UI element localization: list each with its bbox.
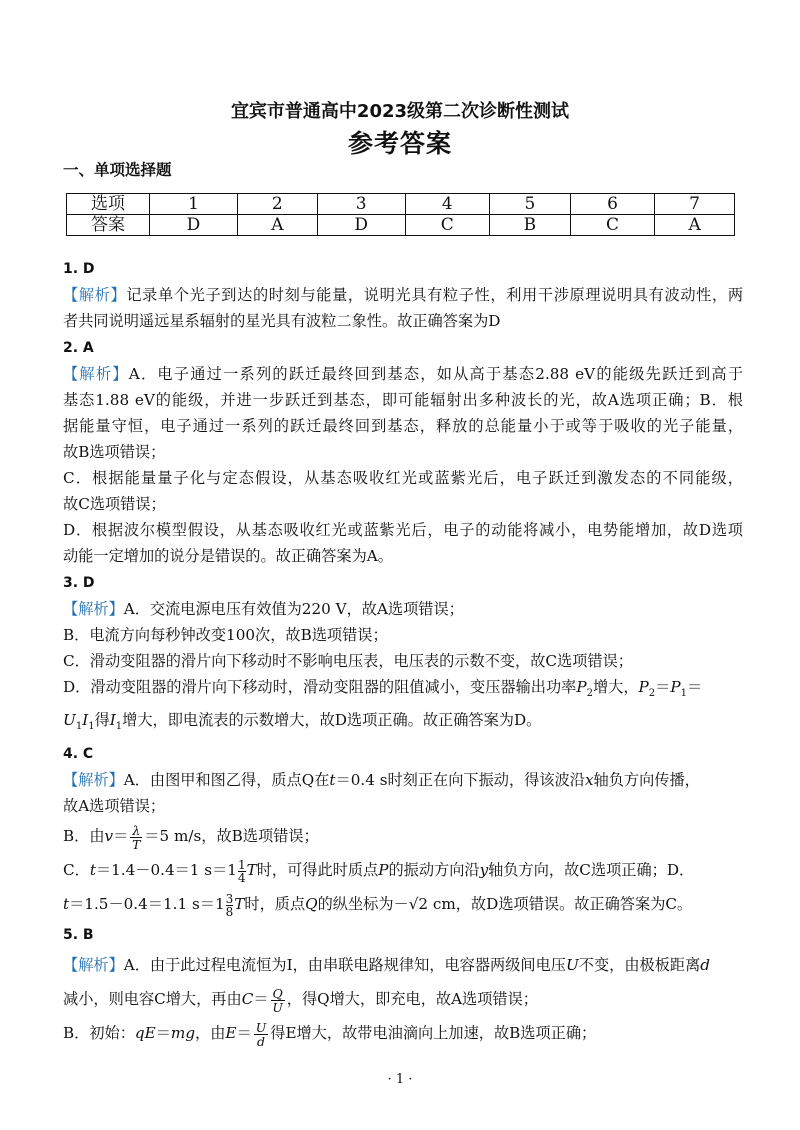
- document-title: 宜宾市普通高中2023级第二次诊断性测试: [230, 101, 570, 122]
- fraction: $\frac{1}{4}$: [237, 857, 246, 885]
- fraction: $\frac{U}{d}$: [255, 1019, 267, 1049]
- analysis-tag: 【解析】: [63, 771, 124, 790]
- fraction: $\frac{3}{8}$: [225, 891, 234, 919]
- explanation-line: 【解析】A．电子通过一系列的跃迁最终回到基态，如从高于基态2.88 eV的能级先跃迁到高于: [63, 365, 743, 383]
- table-cell: C: [405, 215, 489, 236]
- fraction: $\frac{Q}{U}$: [272, 985, 283, 1015]
- table-cell: 6: [570, 194, 654, 215]
- explanation-line: 【解析】A．由图甲和图乙得，质点Q在t＝0.4 s时刻正在向下振动，得该波沿x轴负方向传播，: [63, 771, 700, 790]
- explanation-line: B．由v＝ $\frac{\lambda}{T}$ ＝5 m/s，故B选项错误；: [63, 822, 319, 852]
- explanation-line: 者共同说明遥远星系辐射的星光具有波粒二象性。故正确答案为D: [63, 312, 501, 330]
- explanation-line: 基态1.88 eV的能级，并进一步跃迁到基态，即可能辐射出多种波长的光，故A选项正确；B．根: [63, 391, 743, 409]
- explanation-line: t＝1.5－0.4＝1.1 s＝1 $\frac{3}{8}$ T时，质点Q的纵坐标为－√2 cm，故D选项错误。故正确答案为C。: [63, 891, 693, 919]
- table-cell: C: [570, 215, 654, 236]
- analysis-tag: 【解析】: [63, 286, 127, 304]
- table-cell: D: [150, 215, 238, 236]
- explanation-line: 据能量守恒，电子通过一系列的跃迁最终回到基态，释放的总能量小于或等于吸收的光子能量，: [63, 417, 743, 435]
- table-cell: A: [655, 215, 735, 236]
- explanation-line: C．t＝1.4－0.4＝1 s＝1 $\frac{1}{4}$ T时，可得此时质点P的振动方向沿y轴负方向，故C选项正确；D．: [63, 857, 695, 885]
- question-number: 2. A: [63, 340, 94, 356]
- question-number: 1. D: [63, 261, 95, 277]
- table-cell: 选项: [67, 194, 150, 215]
- explanation-line: C．滑动变阻器的滑片向下移动时不影响电压表，电压表的示数不变，故C选项错误；: [63, 652, 633, 670]
- answer-table: [66, 193, 735, 236]
- table-cell: D: [317, 215, 405, 236]
- question-number: 4. C: [63, 746, 94, 763]
- explanations: [63, 255, 743, 1050]
- question-number: 5. B: [63, 927, 94, 944]
- explanation-line: B．电流方向每秒钟改变100次，故B选项错误；: [63, 626, 388, 644]
- explanation-line: 【解析】A．交流电源电压有效值为220 V，故A选项错误；: [63, 600, 464, 618]
- table-cell: 答案: [67, 215, 150, 236]
- table-cell: 5: [489, 194, 570, 215]
- table-cell: B: [489, 215, 570, 236]
- section-heading: 一、单项选择题: [63, 161, 172, 179]
- page-number: · 1 ·: [387, 1072, 413, 1087]
- table-row: [67, 215, 735, 236]
- analysis-tag: 【解析】: [63, 956, 124, 975]
- explanation-line: 【解析】记录单个光子到达的时刻与能量，说明光具有粒子性，利用干涉原理说明具有波动性，两: [63, 286, 743, 304]
- table-cell: A: [237, 215, 317, 236]
- explanation-line: D．滑动变阻器的滑片向下移动时，滑动变阻器的阻值减小，变压器输出功率$P_2$增大，$P_2=P_1=$: [63, 678, 703, 700]
- explanation-line: 故B选项错误；: [63, 443, 166, 461]
- document-subtitle: 参考答案: [347, 129, 452, 158]
- table-cell: 4: [405, 194, 489, 215]
- explanation-line: 减小，则电容C增大，再由C＝ $\frac{Q}{U}$ ，得Q增大，即充电，故A选项错误；: [63, 985, 538, 1015]
- explanation-line: C．根据能量量子化与定态假设，从基态吸收红光或蓝紫光后，电子跃迁到激发态的不同能级，: [63, 469, 743, 487]
- table-cell: 7: [655, 194, 735, 215]
- explanation-line: $U_1I_1$得$I_1$增大，即电流表的示数增大，故D选项正确。故正确答案为D。: [63, 711, 542, 733]
- table-cell: 3: [317, 194, 405, 215]
- analysis-tag: 【解析】: [63, 365, 129, 383]
- table-header-row: [67, 194, 735, 215]
- explanation-line: 动能一定增加的说分是错误的。故正确答案为A。: [63, 547, 393, 565]
- explanation-line: B．初始：qE＝mg，由E＝ $\frac{U}{d}$ 得E增大，故带电油滴向上加速，故B选项正确；: [63, 1019, 597, 1049]
- table-cell: 2: [237, 194, 317, 215]
- question-number: 3. D: [63, 575, 95, 591]
- explanation-line: 【解析】A．由于此过程电流恒为I，由串联电路规律知，电容器两级间电压U不变，由极板距离d: [63, 956, 711, 975]
- table-cell: 1: [150, 194, 238, 215]
- explanation-line: D．根据波尔模型假设，从基态吸收红光或蓝紫光后，电子的动能将减小，电势能增加，故D选项: [63, 521, 743, 539]
- explanation-line: 故A选项错误；: [63, 797, 166, 816]
- fraction: $\frac{\lambda}{T}$: [132, 822, 141, 852]
- explanation-line: 故C选项错误；: [63, 495, 166, 513]
- analysis-tag: 【解析】: [63, 600, 124, 618]
